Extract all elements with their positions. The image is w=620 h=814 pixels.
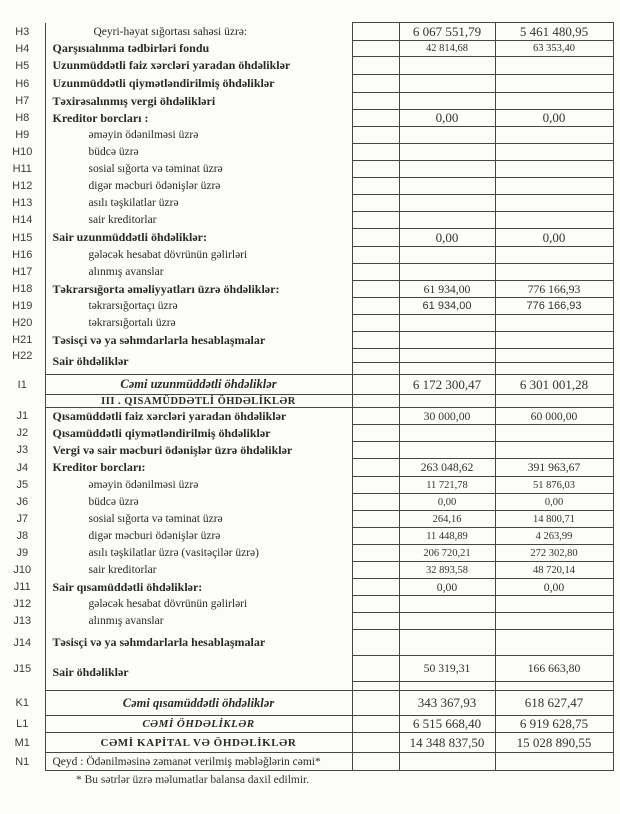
value-col2-cell	[495, 395, 613, 408]
value-col1-cell: 32 893,58	[399, 562, 495, 579]
row-code: J5	[16, 479, 29, 491]
value-col1-cell: 11 448,89	[399, 528, 495, 545]
note-column-cell	[352, 23, 399, 41]
value-col2-cell	[495, 57, 613, 75]
note-column-cell	[352, 494, 399, 511]
value-col1-cell: 6 172 300,47	[399, 375, 495, 395]
row-code: H13	[12, 197, 33, 209]
table-row	[0, 656, 613, 682]
value-col1-cell: 206 720,21	[399, 545, 495, 562]
value-col2-cell: 776 166,93	[495, 281, 613, 298]
row-code: J4	[16, 461, 29, 474]
value-col1-cell	[399, 212, 495, 229]
row-label: sair kreditorlar	[45, 562, 352, 579]
row-code: I1	[17, 378, 27, 391]
row-label: alınmış avanslar	[45, 613, 352, 630]
row-code: J3	[16, 444, 29, 456]
note-column-cell	[352, 349, 399, 363]
value-col2-cell: 6 919 628,75	[495, 716, 613, 733]
table-row	[0, 545, 613, 562]
value-col2-cell: 60 000,00	[495, 408, 613, 425]
value-col1-cell	[399, 127, 495, 144]
note-column-cell	[352, 511, 399, 528]
value-col1-cell	[399, 682, 495, 691]
value-col2-cell	[495, 195, 613, 212]
row-label: digər məcburi ödənişlər üzrə	[45, 178, 352, 195]
value-col1-cell: 264,16	[399, 511, 495, 528]
row-code: J13	[13, 615, 32, 627]
row-label: asılı təşkilatlar üzrə	[45, 195, 352, 212]
row-code: J8	[16, 530, 29, 542]
value-col2-cell	[495, 315, 613, 332]
value-col1-cell	[399, 57, 495, 75]
value-col2-cell	[495, 596, 613, 613]
value-col2-cell: 0,00	[495, 229, 613, 247]
value-col1-cell	[399, 442, 495, 459]
value-col1-cell	[399, 363, 495, 375]
row-label: büdcə üzrə	[45, 494, 352, 511]
row-code	[0, 682, 45, 691]
row-label: Sair uzunmüddətli öhdəliklər:	[45, 229, 352, 247]
row-code: H3	[15, 25, 30, 38]
value-col2-cell: 618 627,47	[495, 691, 613, 716]
value-col2-cell: 0,00	[495, 494, 613, 511]
row-label: təkrarsığortaçı üzrə	[45, 298, 352, 315]
row-label: Sair öhdəliklər	[45, 656, 352, 691]
row-label: Təxirəsalınmış vergi öhdəlikləri	[45, 93, 352, 110]
value-col2-cell	[495, 144, 613, 161]
table-row	[0, 596, 613, 613]
table-row	[0, 247, 613, 264]
row-label: sosial sığorta və təminat üzrə	[45, 161, 352, 178]
value-col1-cell	[399, 753, 495, 771]
value-col1-cell: 61 934,00	[399, 281, 495, 298]
value-col1-cell: 50 319,31	[399, 656, 495, 682]
table-row	[0, 332, 613, 349]
row-label: Təkrarsığorta əməliyyatları üzrə öhdəliklər:	[45, 281, 352, 298]
value-col2-cell: 14 800,71	[495, 511, 613, 528]
row-code: H9	[15, 129, 30, 141]
note-column-cell	[352, 363, 399, 375]
table-row	[0, 494, 613, 511]
value-col2-cell: 5 461 480,95	[495, 23, 613, 41]
table-row	[0, 733, 613, 753]
table-row	[0, 161, 613, 178]
value-col1-cell	[399, 195, 495, 212]
value-col1-cell	[399, 315, 495, 332]
value-col2-cell	[495, 425, 613, 442]
row-label: CƏMİ KAPİTAL VƏ ÖHDƏLİKLƏR	[45, 733, 352, 753]
value-col2-cell	[495, 212, 613, 229]
note-column-cell	[352, 161, 399, 178]
table-row	[0, 375, 613, 395]
note-column-cell	[352, 562, 399, 579]
row-label: əməyin ödənilməsi üzrə	[45, 127, 352, 144]
row-label: Uzunmüddətli qiymətləndirilmiş öhdəliklər	[45, 75, 352, 93]
row-code: H15	[12, 231, 33, 244]
note-column-cell	[352, 127, 399, 144]
note-column-cell	[352, 477, 399, 494]
table-row	[0, 528, 613, 545]
row-label: büdcə üzrə	[45, 144, 352, 161]
row-code: H4	[15, 42, 30, 55]
value-col1-cell: 6 067 551,79	[399, 23, 495, 41]
value-col1-cell: 6 515 668,40	[399, 716, 495, 733]
row-label: Təsisçi və ya səhmdarlarla hesablaşmalar	[45, 630, 352, 656]
table-row	[0, 442, 613, 459]
value-col1-cell: 42 814,68	[399, 41, 495, 57]
value-col2-cell	[495, 178, 613, 195]
table-row	[0, 630, 613, 656]
note-column-cell	[352, 229, 399, 247]
table-body	[0, 23, 613, 771]
row-label: Uzunmüddətli faiz xərcləri yaradan öhdəliklər	[45, 57, 352, 75]
note-column-cell	[352, 264, 399, 281]
note-column-cell	[352, 442, 399, 459]
value-col1-cell: 0,00	[399, 229, 495, 247]
liabilities-table	[0, 22, 614, 771]
row-label: sair kreditorlar	[45, 212, 352, 229]
row-code: J7	[16, 513, 29, 525]
table-row	[0, 613, 613, 630]
note-column-cell	[352, 691, 399, 716]
note-column-cell	[352, 281, 399, 298]
table-row	[0, 425, 613, 442]
note-column-cell	[352, 656, 399, 682]
row-code: M1	[14, 736, 30, 749]
value-col1-cell	[399, 613, 495, 630]
note-column-cell	[352, 57, 399, 75]
value-col2-cell	[495, 127, 613, 144]
note-column-cell	[352, 110, 399, 127]
note-column-cell	[352, 733, 399, 753]
note-column-cell	[352, 247, 399, 264]
table-row	[0, 477, 613, 494]
table-row	[0, 127, 613, 144]
row-code: N1	[15, 755, 30, 768]
value-col1-cell	[399, 596, 495, 613]
row-code: H17	[12, 266, 33, 278]
note-column-cell	[352, 41, 399, 57]
value-col1-cell: 343 367,93	[399, 691, 495, 716]
table-row	[0, 753, 613, 771]
row-code: H6	[15, 77, 30, 90]
value-col2-cell	[495, 349, 613, 363]
row-label: Qısamüddətli faiz xərcləri yaradan öhdəliklər	[45, 408, 352, 425]
note-column-cell	[352, 545, 399, 562]
table-row	[0, 562, 613, 579]
value-col1-cell	[399, 93, 495, 110]
value-col2-cell: 6 301 001,28	[495, 375, 613, 395]
value-col2-cell: 166 663,80	[495, 656, 613, 682]
row-label: Qeyri-həyat sığortası sahəsi üzrə:	[45, 23, 352, 41]
note-column-cell	[352, 395, 399, 408]
value-col1-cell	[399, 349, 495, 363]
value-col1-cell	[399, 144, 495, 161]
value-col2-cell	[495, 332, 613, 349]
row-label: Qeyd : Ödənilməsinə zəmanət verilmiş məbləğlərin cəmi*	[45, 753, 352, 771]
table-row	[0, 212, 613, 229]
row-code	[0, 363, 45, 375]
note-column-cell	[352, 144, 399, 161]
row-code: H16	[12, 249, 33, 261]
table-row	[0, 23, 613, 41]
row-label: Vergi və sair məcburi ödənişlər üzrə öhdəliklər	[45, 442, 352, 459]
row-label: Kreditor borcları :	[45, 110, 352, 127]
row-label: III . QISAMÜDDƏTLİ ÖHDƏLİKLƏR	[45, 395, 352, 408]
row-code: H20	[12, 317, 33, 329]
note-column-cell	[352, 596, 399, 613]
row-code: J9	[16, 547, 29, 559]
table-row	[0, 579, 613, 596]
row-code: H11	[12, 163, 32, 175]
note-column-cell	[352, 375, 399, 395]
value-col2-cell: 272 302,80	[495, 545, 613, 562]
value-col2-cell: 48 720,14	[495, 562, 613, 579]
value-col1-cell	[399, 630, 495, 656]
row-label: CƏMİ ÖHDƏLİKLƏR	[45, 716, 352, 733]
value-col2-cell	[495, 442, 613, 459]
value-col1-cell	[399, 332, 495, 349]
row-label: asılı təşkilatlar üzrə (vasitəçilər üzrə)	[45, 545, 352, 562]
table-row	[0, 41, 613, 57]
row-code: J11	[13, 581, 31, 593]
value-col2-cell: 391 963,67	[495, 459, 613, 477]
footnote: * Bu sətrlər üzrə məlumatlar balansa daxil edilmir.	[76, 774, 310, 786]
row-label: alınmış avanslar	[45, 264, 352, 281]
table-row	[0, 229, 613, 247]
row-code: H22	[12, 349, 33, 362]
value-col1-cell: 0,00	[399, 494, 495, 511]
row-label: Qarşısıalınma tədbirləri fondu	[45, 41, 352, 57]
table-row	[0, 691, 613, 716]
row-code: J12	[13, 598, 32, 610]
value-col2-cell: 15 028 890,55	[495, 733, 613, 753]
note-column-cell	[352, 579, 399, 596]
note-column-cell	[352, 315, 399, 332]
value-col2-cell	[495, 613, 613, 630]
value-col2-cell: 4 263,99	[495, 528, 613, 545]
table-row	[0, 144, 613, 161]
row-code: L1	[16, 718, 29, 730]
value-col2-cell: 0,00	[495, 110, 613, 127]
row-label: əməyin ödənilməsi üzrə	[45, 477, 352, 494]
note-column-cell	[352, 613, 399, 630]
value-col2-cell: 63 353,40	[495, 41, 613, 57]
row-label: gələcək hesabat dövrünün gəlirləri	[45, 247, 352, 264]
value-col1-cell	[399, 247, 495, 264]
value-col2-cell	[495, 247, 613, 264]
table-row	[0, 459, 613, 477]
table-row	[0, 716, 613, 733]
row-label: təkrarsığortalı üzrə	[45, 315, 352, 332]
row-label: digər məcburi ödənişlər üzrə	[45, 528, 352, 545]
row-label: gələcək hesabat dövrünün gəlirləri	[45, 596, 352, 613]
row-code: K1	[15, 697, 29, 709]
row-code: H8	[15, 112, 30, 124]
table-row	[0, 110, 613, 127]
note-column-cell	[352, 528, 399, 545]
row-label: Cəmi uzunmüddətli öhdəliklər	[45, 375, 352, 395]
table-row	[0, 75, 613, 93]
row-label: sosial sığorta və təminat üzrə	[45, 511, 352, 528]
note-column-cell	[352, 630, 399, 656]
value-col1-cell	[399, 425, 495, 442]
note-column-cell	[352, 682, 399, 691]
table-row	[0, 178, 613, 195]
value-col2-cell	[495, 161, 613, 178]
value-col2-cell	[495, 264, 613, 281]
table-row	[0, 511, 613, 528]
table-row	[0, 57, 613, 75]
table-row	[0, 298, 613, 315]
value-col2-cell: 776 166,93	[495, 298, 613, 315]
row-label: Təsisçi və ya səhmdarlarla hesablaşmalar	[45, 332, 352, 349]
note-column-cell	[352, 195, 399, 212]
value-col2-cell: 0,00	[495, 579, 613, 596]
value-col2-cell	[495, 93, 613, 110]
table-row	[0, 281, 613, 298]
table-row	[0, 195, 613, 212]
note-column-cell	[352, 332, 399, 349]
value-col1-cell	[399, 75, 495, 93]
note-column-cell	[352, 425, 399, 442]
value-col1-cell: 30 000,00	[399, 408, 495, 425]
note-column-cell	[352, 212, 399, 229]
row-code	[0, 395, 45, 408]
value-col1-cell	[399, 161, 495, 178]
row-code: H18	[12, 283, 33, 295]
row-code: J10	[13, 564, 32, 576]
note-column-cell	[352, 459, 399, 477]
table-row	[0, 395, 613, 408]
note-column-cell	[352, 75, 399, 93]
value-col1-cell	[399, 264, 495, 281]
row-code: H12	[12, 180, 33, 192]
table-row	[0, 349, 613, 363]
row-label: Qısamüddətli qiymətləndirilmiş öhdəliklər	[45, 425, 352, 442]
row-label: Sair öhdəliklər	[45, 349, 352, 375]
row-label: Kreditor borcları:	[45, 459, 352, 477]
note-column-cell	[352, 298, 399, 315]
value-col2-cell	[495, 682, 613, 691]
note-column-cell	[352, 178, 399, 195]
table-row	[0, 315, 613, 332]
row-code: J1	[16, 410, 29, 422]
note-column-cell	[352, 408, 399, 425]
value-col1-cell: 11 721,78	[399, 477, 495, 494]
row-code: J14	[13, 636, 32, 649]
row-code: H10	[12, 146, 33, 158]
value-col1-cell: 14 348 837,50	[399, 733, 495, 753]
value-col1-cell	[399, 395, 495, 408]
value-col1-cell: 263 048,62	[399, 459, 495, 477]
row-code: J2	[16, 427, 29, 439]
table-row	[0, 408, 613, 425]
note-column-cell	[352, 753, 399, 771]
table-row	[0, 264, 613, 281]
row-code: H19	[12, 300, 33, 312]
value-col2-cell	[495, 363, 613, 375]
row-label: Cəmi qısamüddətli öhdəliklər	[45, 691, 352, 716]
value-col2-cell: 51 876,03	[495, 477, 613, 494]
row-code: H21	[12, 334, 33, 346]
row-label: Sair qısamüddətli öhdəliklər:	[45, 579, 352, 596]
value-col1-cell: 0,00	[399, 579, 495, 596]
value-col1-cell: 61 934,00	[399, 298, 495, 315]
row-code: H7	[15, 95, 30, 107]
value-col2-cell	[495, 753, 613, 771]
note-column-cell	[352, 93, 399, 110]
value-col1-cell	[399, 178, 495, 195]
value-col2-cell	[495, 630, 613, 656]
row-code: J15	[13, 662, 32, 675]
note-column-cell	[352, 716, 399, 733]
row-code: J6	[16, 496, 29, 508]
value-col1-cell: 0,00	[399, 110, 495, 127]
table-row	[0, 93, 613, 110]
row-code: H14	[12, 214, 33, 226]
value-col2-cell	[495, 75, 613, 93]
row-code: H5	[15, 59, 30, 72]
